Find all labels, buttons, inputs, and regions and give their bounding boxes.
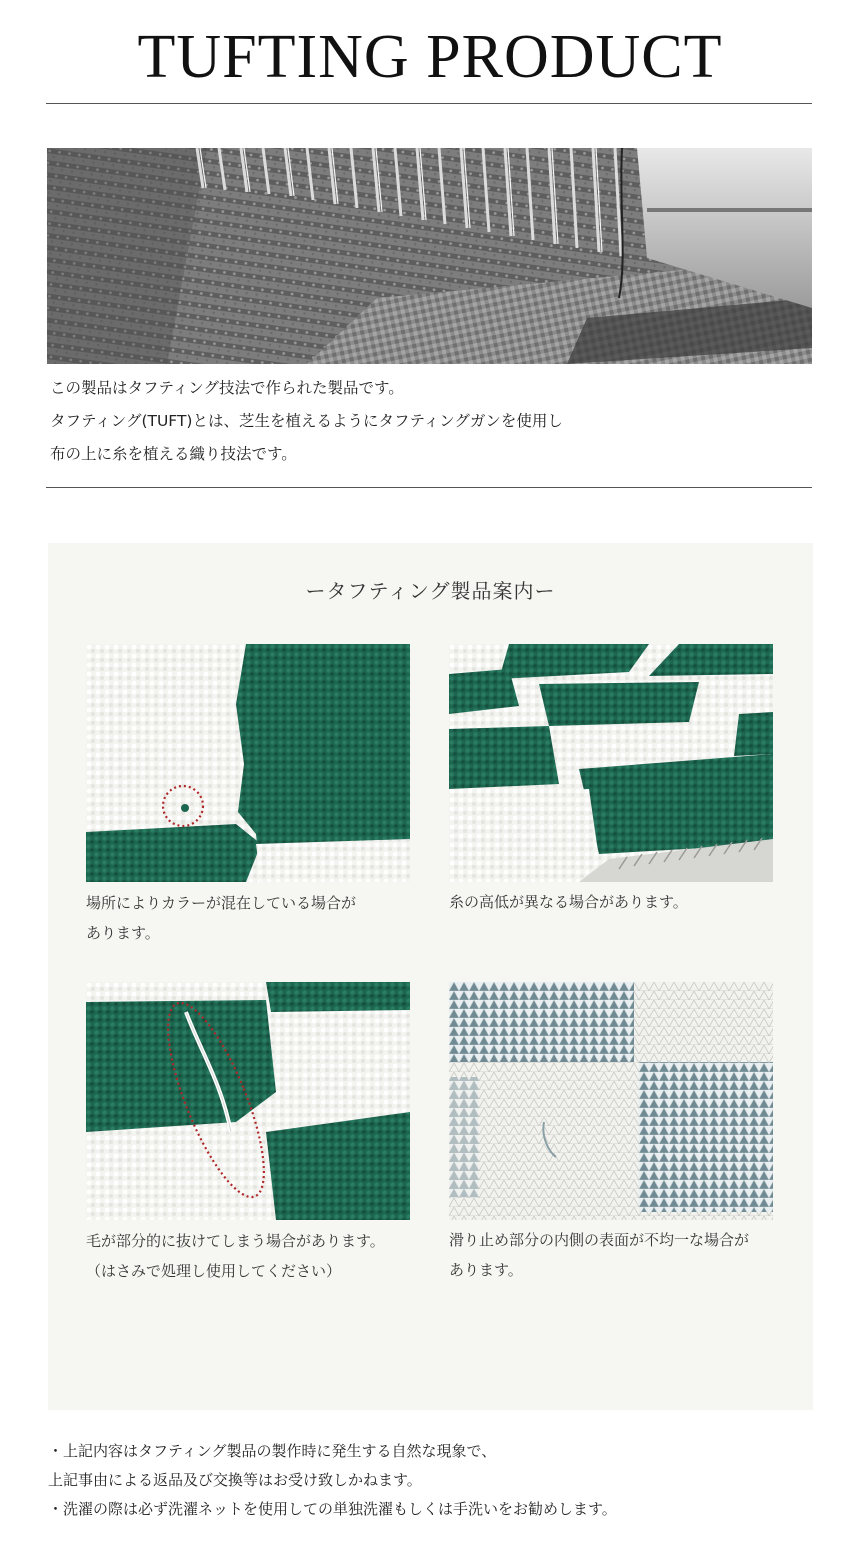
caption-line: あります。	[449, 1261, 523, 1279]
pile-height-photo	[449, 644, 773, 882]
caption-line: 毛が部分的に抜けてしまう場合があります。	[86, 1232, 385, 1250]
caption-line: 滑り止め部分の内側の表面が不均一な場合が	[449, 1231, 750, 1249]
caption-line: あります。	[86, 924, 160, 942]
anti-slip-backing-photo	[449, 982, 773, 1220]
note-line-2: 上記事由による返品及び交換等はお受け致しかねます。	[48, 1471, 422, 1489]
caption-line: 場所によりカラーが混在している場合が	[86, 894, 357, 912]
intro-text	[50, 372, 810, 471]
page-title: TUFTING PRODUCT	[137, 23, 723, 91]
pulled-yarn-photo	[86, 982, 410, 1220]
intro-line-2: タフティング(TUFT)とは、芝生を植えるようにタフティングガンを使用し	[50, 412, 563, 430]
tufting-machine-photo	[47, 148, 812, 364]
title-divider	[46, 103, 812, 104]
color-mix-caption	[86, 888, 426, 948]
note-line-3: ・洗濯の際は必ず洗濯ネットを使用しての単独洗濯もしくは手洗いをお勧めします。	[48, 1500, 617, 1518]
guide-panel	[48, 543, 813, 1410]
care-notes	[48, 1437, 828, 1524]
anti-slip-caption	[449, 1225, 789, 1285]
color-mix-photo	[86, 644, 410, 882]
intro-divider	[46, 487, 812, 488]
pulled-yarn-caption	[86, 1226, 426, 1286]
note-line-1: ・上記内容はタフティング製品の製作時に発生する自然な現象で、	[48, 1442, 497, 1460]
caption-line: （はさみで処理し使用してください）	[86, 1262, 342, 1280]
pile-height-caption	[449, 887, 789, 917]
guide-title: ータフティング製品案内ー	[305, 579, 556, 603]
caption-line: 糸の高低が異なる場合があります。	[449, 893, 688, 911]
intro-line-3: 布の上に糸を植える織り技法です。	[50, 445, 297, 463]
intro-line-1: この製品はタフティング技法で作られた製品です。	[50, 379, 404, 397]
